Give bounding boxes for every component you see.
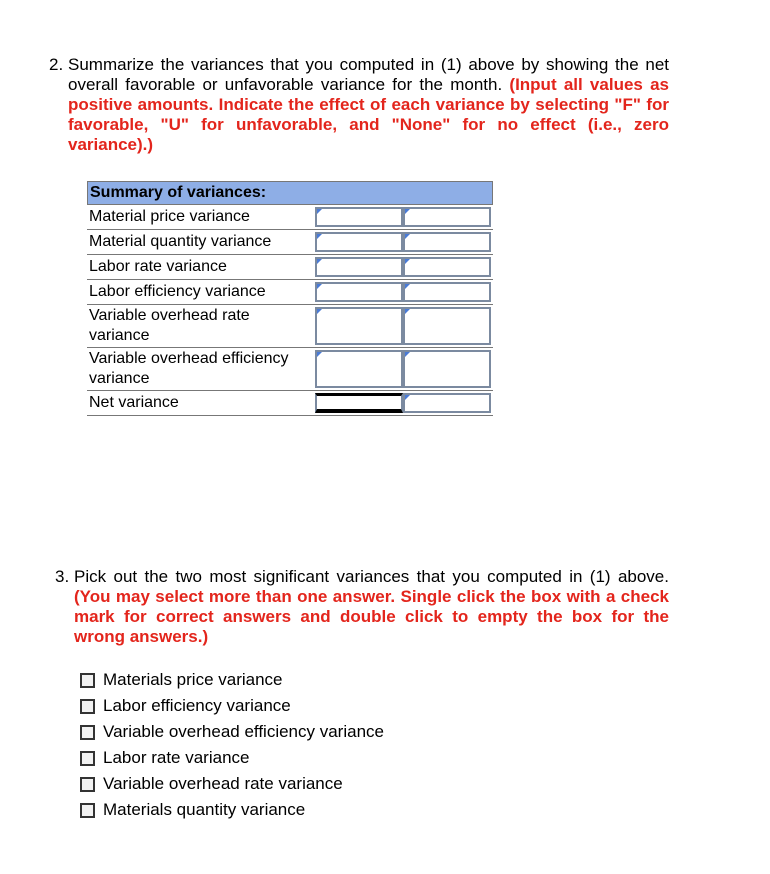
checkbox[interactable] (80, 699, 95, 714)
table-row (87, 230, 493, 255)
effect-select[interactable] (403, 350, 491, 388)
amount-input[interactable] (315, 257, 403, 277)
dropdown-indicator-icon (317, 284, 322, 289)
row-label: Material quantity variance (89, 233, 272, 250)
checkbox[interactable] (80, 777, 95, 792)
variance-summary-table (87, 181, 493, 416)
option-label: Variable overhead rate variance (103, 774, 343, 793)
dropdown-indicator-icon (317, 309, 322, 314)
question-3-body (74, 567, 669, 647)
dropdown-indicator-icon (317, 234, 322, 239)
question-2-number: 2. (49, 55, 64, 74)
checkbox[interactable] (80, 751, 95, 766)
checkbox[interactable] (80, 673, 95, 688)
checkbox[interactable] (80, 803, 95, 818)
option-label: Materials price variance (103, 670, 283, 689)
effect-select[interactable] (403, 232, 491, 252)
row-label: Net variance (89, 394, 179, 411)
question-2-text: Summarize the variances that you computed in (1) above by showing the net overall favorable or unfavorable variance for the month. (68, 55, 669, 94)
net-amount-input[interactable] (315, 393, 403, 413)
option-label: Labor rate variance (103, 748, 250, 767)
option-label: Materials quantity variance (103, 800, 306, 819)
net-effect-select[interactable] (403, 393, 491, 413)
table-header-label: Summary of variances: (90, 184, 267, 201)
dropdown-indicator-icon (405, 352, 410, 357)
table-row (87, 348, 493, 391)
row-label: Labor efficiency variance (89, 283, 266, 300)
question-2-instruction: (Input all values as positive amounts. Indicate the effect of each variance by selecting "F" for favorable, "U" for unfavorable, and "None" for no effect (i.e., zero variance).) (68, 75, 669, 154)
question-2-body (68, 55, 669, 155)
table-row (87, 305, 493, 348)
dropdown-indicator-icon (405, 309, 410, 314)
amount-input[interactable] (315, 207, 403, 227)
row-label: Variable overhead rate variance (89, 307, 250, 344)
dropdown-indicator-icon (405, 259, 410, 264)
table-header (87, 181, 493, 205)
amount-input[interactable] (315, 350, 403, 388)
table-row (87, 205, 493, 230)
effect-select[interactable] (403, 207, 491, 227)
amount-input[interactable] (315, 307, 403, 345)
dropdown-indicator-icon (405, 209, 410, 214)
question-3-instruction: (You may select more than one answer. Single click the box with a check mark for correct answers and double click to empty the box for the wrong answers.) (74, 587, 669, 646)
question-3 (55, 567, 669, 647)
dropdown-indicator-icon (317, 352, 322, 357)
effect-select[interactable] (403, 282, 491, 302)
question-3-text: Pick out the two most significant variances that you computed in (1) above. (74, 567, 669, 586)
table-row (87, 255, 493, 280)
question-3-number: 3. (55, 567, 70, 586)
checkbox[interactable] (80, 725, 95, 740)
dropdown-indicator-icon (405, 234, 410, 239)
row-label: Material price variance (89, 208, 250, 225)
dropdown-indicator-icon (405, 395, 410, 400)
row-label: Variable overhead efficiency variance (89, 350, 289, 387)
dropdown-indicator-icon (317, 259, 322, 264)
table-row-net (87, 391, 493, 416)
option-label: Labor efficiency variance (103, 696, 291, 715)
amount-input[interactable] (315, 282, 403, 302)
amount-input[interactable] (315, 232, 403, 252)
effect-select[interactable] (403, 307, 491, 345)
question-2 (49, 55, 669, 155)
option-label: Variable overhead efficiency variance (103, 722, 384, 741)
row-label: Labor rate variance (89, 258, 227, 275)
dropdown-indicator-icon (405, 284, 410, 289)
effect-select[interactable] (403, 257, 491, 277)
table-row (87, 280, 493, 305)
dropdown-indicator-icon (317, 209, 322, 214)
